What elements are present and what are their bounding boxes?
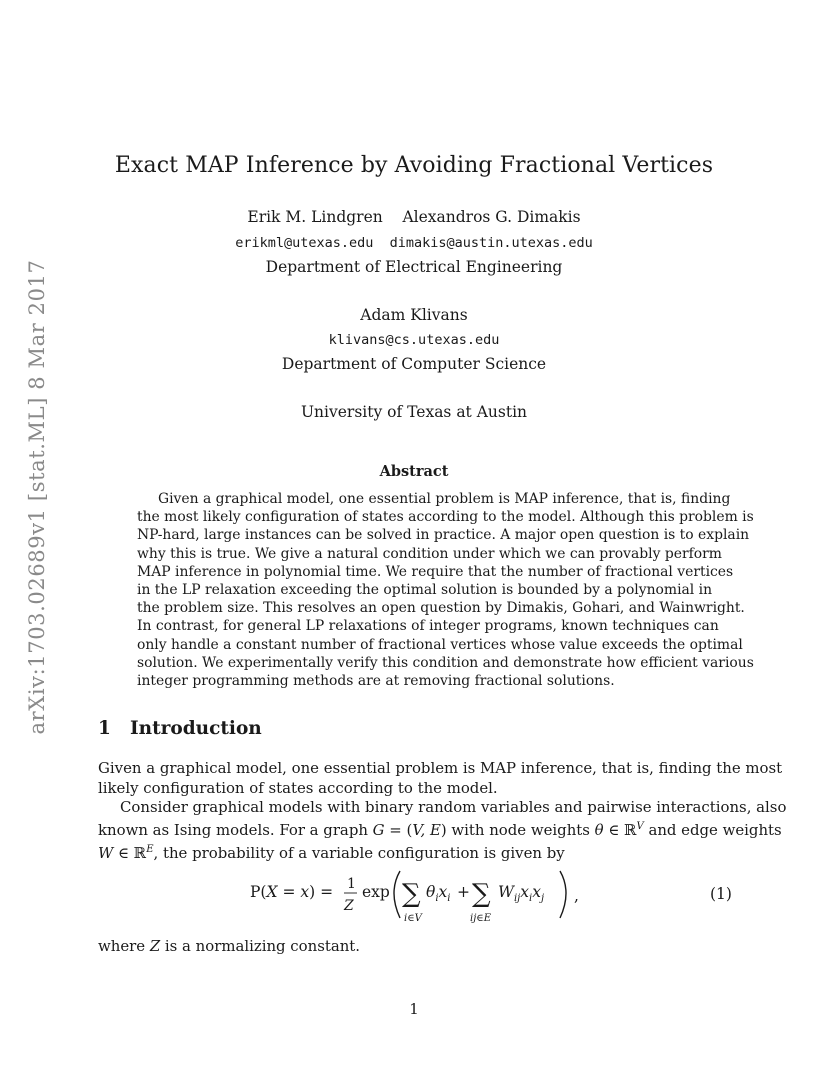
intro-line-math (98, 817, 782, 840)
abstract-line: why this is true. We give a natural condition under which we can provably perform (137, 545, 722, 562)
abstract-body (137, 490, 754, 690)
section-number: 1 (98, 718, 111, 739)
intro-paragraph-3 (98, 936, 730, 956)
svg-text:Wijxixj: $W_{ij}x_ix_j$ (498, 883, 545, 904)
svg-text:ij∈E: ij∈E (470, 913, 492, 924)
intro-text: , the probability of a variable configuration is given by (153, 843, 565, 862)
intro-text: with node weights (446, 820, 595, 839)
abstract-line: the problem size. This resolves an open question by Dimakis, Gohari, and Wainwright. (137, 600, 745, 617)
intro-paragraph-1 (98, 758, 783, 798)
edge-weight-formula: W ∈ ℝ$^E$ (98, 843, 154, 862)
ising-equation (250, 866, 590, 928)
graph-formula: G = (V, E) (372, 820, 447, 839)
equation-graphic (250, 866, 590, 928)
svg-text:θixi: $\theta_ix_i$ (426, 883, 451, 904)
author-names-1 (0, 208, 828, 226)
intro-text: where (98, 937, 150, 955)
abstract-line: Given a graphical model, one essential problem is MAP inference, that is, finding (158, 491, 731, 507)
abstract-line: NP-hard, large instances can be solved in practice. A major open question is to explain (137, 527, 750, 544)
abstract-line: solution. We experimentally verify this condition and demonstrate how efficient various (137, 654, 754, 671)
arxiv-stamp-text: arXiv:1703.02689v1 [stat.ML] 8 Mar 2017 (25, 259, 49, 735)
svg-text:+: + (457, 883, 470, 901)
intro-line: Consider graphical models with binary random variables and pairwise interactions, also (120, 798, 787, 816)
abstract-line: MAP inference in polynomial time. We require that the number of fractional vertices (137, 563, 734, 580)
equation-number: (1) (710, 885, 732, 903)
abstract-line: the most likely configuration of states according to the model. Although this problem is (137, 509, 754, 526)
abstract-line: only handle a constant number of fractional vertices whose value exceeds the optimal (137, 636, 743, 653)
node-weight-formula: θ ∈ ℝ$^V$ (594, 820, 644, 839)
arxiv-stamp (17, 254, 57, 740)
author-email-2: klivans@cs.utexas.edu (328, 332, 500, 348)
svg-text:∑: ∑ (472, 879, 491, 909)
svg-text:exp: exp (362, 883, 390, 901)
z-symbol: Z (149, 937, 161, 955)
abstract-heading: Abstract (379, 463, 449, 480)
intro-text: known as Ising models. For a graph (98, 820, 373, 839)
intro-text: and edge weights (643, 820, 782, 839)
author-name-2: Adam Klivans (360, 306, 468, 324)
section-title: Introduction (130, 718, 262, 739)
paper-title: Exact MAP Inference by Avoiding Fractional Vertices (114, 153, 714, 178)
intro-line: likely configuration of states according to the model. (98, 779, 498, 797)
svg-text:P(X = x) =: P(X = x) = (250, 883, 334, 901)
affiliation: University of Texas at Austin (300, 403, 528, 421)
intro-line-math (98, 840, 730, 863)
page-number: 1 (409, 1000, 419, 1018)
intro-text: is a normalizing constant. (160, 937, 361, 955)
author-department-1: Department of Electrical Engineering (265, 258, 563, 276)
author-department-2: Department of Computer Science (281, 355, 547, 373)
intro-line: Given a graphical model, one essential problem is MAP inference, that is, finding the most (98, 759, 783, 777)
section-heading (98, 718, 262, 739)
author-emails-text: erikml@utexas.edu dimakis@austin.utexas.edu (235, 235, 593, 251)
intro-paragraph-2 (98, 797, 787, 863)
svg-text:Z: Z (344, 898, 354, 914)
author-names-text: Erik M. Lindgren Alexandros G. Dimakis (247, 208, 581, 226)
abstract-line: In contrast, for general LP relaxations of integer programs, known techniques can (137, 618, 719, 635)
svg-text:1: 1 (347, 876, 356, 892)
abstract-line: integer programming methods are at removing fractional solutions. (137, 673, 615, 690)
author-emails-1 (0, 235, 828, 251)
svg-text:,: , (574, 887, 579, 905)
svg-text:∑: ∑ (402, 879, 421, 909)
svg-text:i∈V: i∈V (404, 913, 422, 924)
abstract-line: in the LP relaxation exceeding the optimal solution is bounded by a polynomial in (137, 582, 713, 599)
